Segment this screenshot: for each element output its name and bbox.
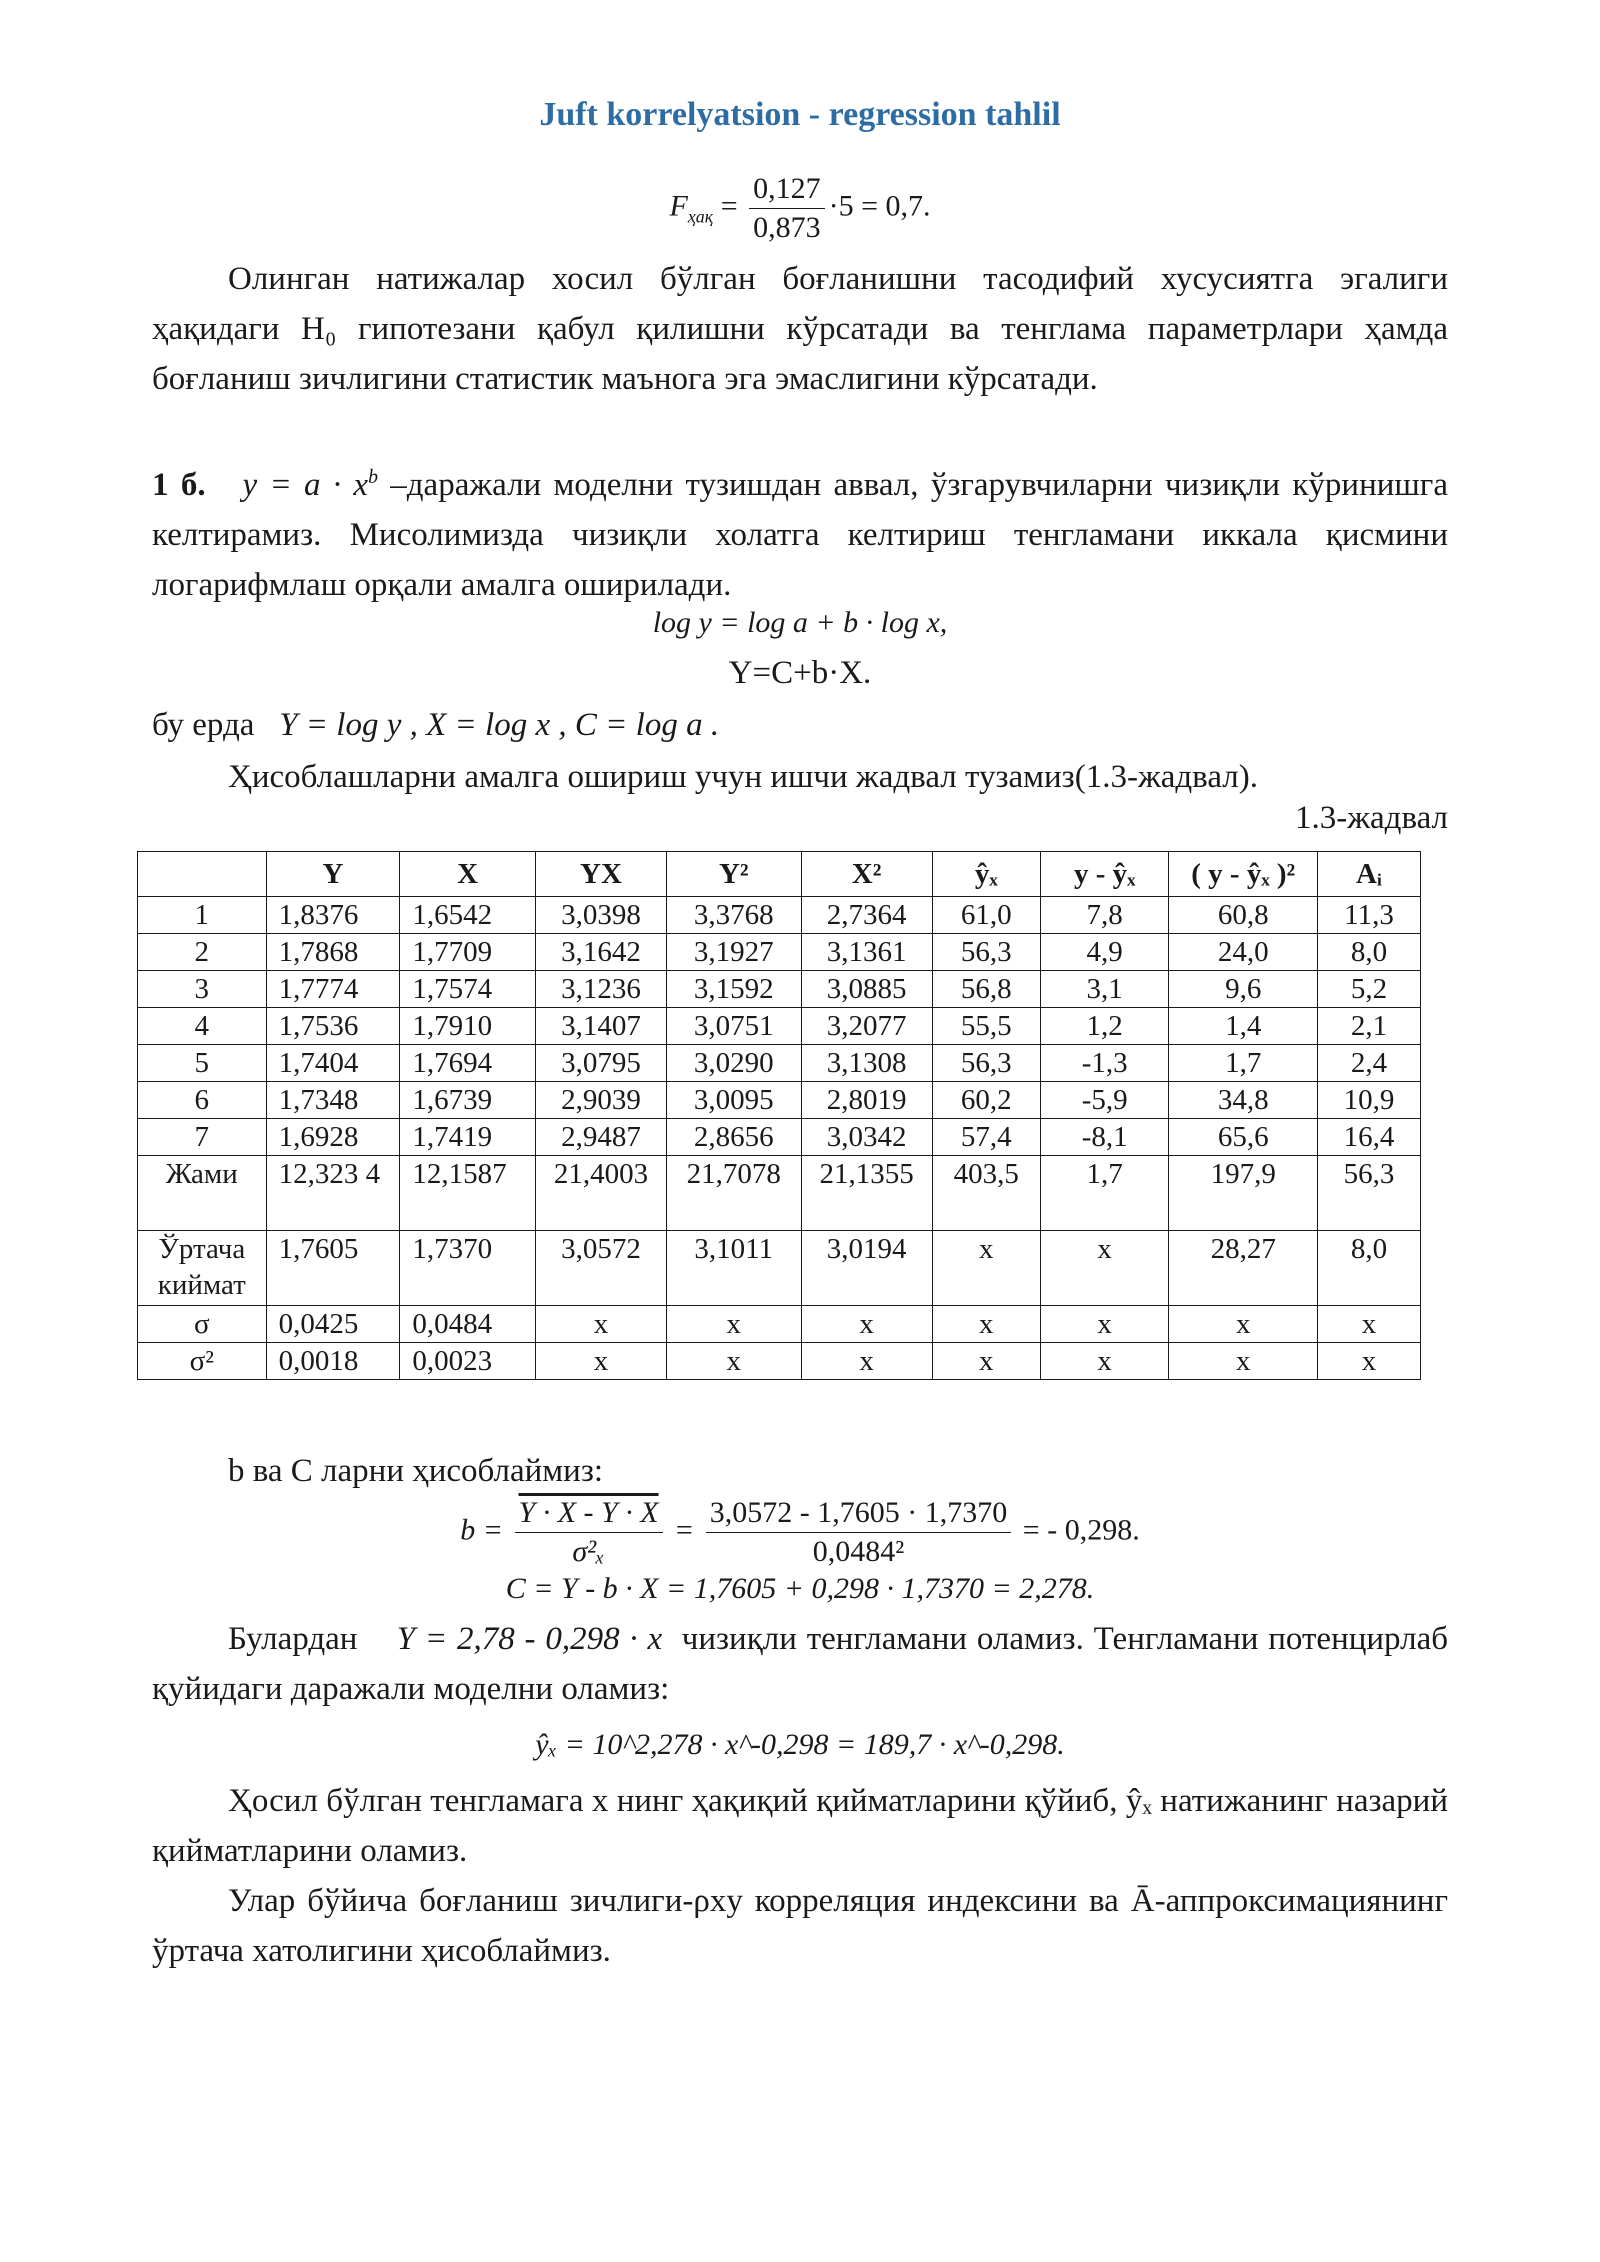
formula-f-fraction: [749, 170, 825, 247]
formula-f-rest: ·5 = 0,7.: [828, 189, 931, 223]
table-cell: 2,4: [1318, 1045, 1421, 1082]
table-row: [138, 971, 1421, 1008]
table-cell: 3: [138, 971, 267, 1008]
table-cell: 1,7774: [266, 971, 400, 1008]
table-cell: 0,0018: [266, 1343, 400, 1380]
table-cell: 12,323 4: [266, 1156, 400, 1231]
table-cell: 11,3: [1318, 897, 1421, 934]
table-cell: Жами: [138, 1156, 267, 1231]
table-cell: x: [932, 1306, 1040, 1343]
formula-b-fraction-1: [515, 1494, 663, 1571]
table-cell: 0,0023: [400, 1343, 536, 1380]
table-cell: 2,8656: [666, 1119, 801, 1156]
table-cell: 3,2077: [801, 1008, 932, 1045]
table-cell: 2,9487: [535, 1119, 666, 1156]
table-cell: 34,8: [1169, 1082, 1318, 1119]
table-cell: 61,0: [932, 897, 1040, 934]
formula-b-num1: Y · X - Y · X: [515, 1494, 663, 1533]
paragraph-5-b: чизиқли тенгламани оламиз. Тенгламани потенцирлаб қуйидаги даражали моделни оламиз:: [152, 1621, 1449, 1707]
table-cell: 21,4003: [535, 1156, 666, 1231]
table-cell: 1,7: [1040, 1156, 1169, 1231]
table-cell: 16,4: [1318, 1119, 1421, 1156]
table-cell: x: [535, 1306, 666, 1343]
table-row: [138, 1119, 1421, 1156]
table-cell: 3,0751: [666, 1008, 801, 1045]
table-cell: 2,1: [1318, 1008, 1421, 1045]
table-cell: x: [801, 1343, 932, 1380]
table-cell: -1,3: [1040, 1045, 1169, 1082]
paragraph-2: [152, 452, 1448, 610]
table-cell: 3,1361: [801, 934, 932, 971]
table-row: [138, 1082, 1421, 1119]
table-cell: 24,0: [1169, 934, 1318, 971]
formula-f-num: 0,127: [749, 170, 825, 209]
table-cell: 1,7348: [266, 1082, 400, 1119]
table-header-cell: Aᵢ: [1318, 852, 1421, 897]
table-cell: 21,1355: [801, 1156, 932, 1231]
table-header-cell: YX: [535, 852, 666, 897]
table-header-cell: X: [400, 852, 536, 897]
table-cell: 3,1236: [535, 971, 666, 1008]
table-cell: 1,6928: [266, 1119, 400, 1156]
table-cell: x: [666, 1343, 801, 1380]
paragraph-4: b ва C ларни ҳисоблаймиз:: [228, 1453, 604, 1489]
table-cell: x: [1169, 1343, 1318, 1380]
table-row: [138, 1045, 1421, 1082]
table-cell: 7: [138, 1119, 267, 1156]
formula-log: log y = log a + b · log x,: [652, 606, 948, 639]
paragraph-2-label: 1 б.: [152, 467, 206, 503]
table-header-cell: ( y - ŷₓ )²: [1169, 852, 1318, 897]
formula-f: $F_{ҳақ}$ = $\frac{0,127}{0,873}$ ·5 = 0,7.: [0, 170, 1600, 247]
table-body: [138, 897, 1421, 1380]
paragraph-5-a: Булардан: [228, 1621, 358, 1657]
table-cell: x: [1318, 1343, 1421, 1380]
table-cell: 1: [138, 897, 267, 934]
table-cell: 2,7364: [801, 897, 932, 934]
table-cell: 3,0342: [801, 1119, 932, 1156]
table-cell: 8,0: [1318, 934, 1421, 971]
table-cell: 8,0: [1318, 1231, 1421, 1306]
table-row: [138, 1306, 1421, 1343]
table-cell: 2: [138, 934, 267, 971]
table-cell: 3,0095: [666, 1082, 801, 1119]
table-cell: 403,5: [932, 1156, 1040, 1231]
table-cell: 1,7404: [266, 1045, 400, 1082]
table-cell: 10,9: [1318, 1082, 1421, 1119]
table-cell: σ: [138, 1306, 267, 1343]
table-cell: 1,7694: [400, 1045, 536, 1082]
page-title: Juft korrelyatsion - regression tahlil: [539, 96, 1061, 133]
formula-linear: Y=C+b·X.: [728, 655, 872, 691]
formula-b-num2: 3,0572 - 1,7605 · 1,7370: [706, 1494, 1011, 1533]
table-cell: x: [932, 1343, 1040, 1380]
table-cell: 2,8019: [801, 1082, 932, 1119]
table-cell: 0,0484: [400, 1306, 536, 1343]
table-header-cell: [138, 852, 267, 897]
table-cell: 28,27: [1169, 1231, 1318, 1306]
table-cell: 3,1011: [666, 1231, 801, 1306]
paragraph-2-formula-sup: b: [368, 466, 378, 488]
table-cell: σ²: [138, 1343, 267, 1380]
paragraph-5: [152, 1614, 1448, 1714]
table-cell: 21,7078: [666, 1156, 801, 1231]
table-cell: -5,9: [1040, 1082, 1169, 1119]
paragraph-2-formula: y = a · x: [242, 467, 369, 503]
table-cell: Ўртача киймат: [138, 1231, 267, 1306]
table-cell: 3,3768: [666, 897, 801, 934]
table-cell: 60,8: [1169, 897, 1318, 934]
table-cell: x: [932, 1231, 1040, 1306]
table-cell: 7,8: [1040, 897, 1169, 934]
table-cell: 4: [138, 1008, 267, 1045]
formula-b-lhs: b =: [460, 1513, 504, 1547]
table-cell: 3,0398: [535, 897, 666, 934]
table-cell: 0,0425: [266, 1306, 400, 1343]
table-cell: 1,7910: [400, 1008, 536, 1045]
table-cell: 56,8: [932, 971, 1040, 1008]
table-cell: 1,7709: [400, 934, 536, 971]
table-cell: x: [1040, 1306, 1169, 1343]
table-header-cell: ŷₓ: [932, 852, 1040, 897]
table-cell: 3,1: [1040, 971, 1169, 1008]
table-cell: 56,3: [1318, 1156, 1421, 1231]
table-cell: 4,9: [1040, 934, 1169, 971]
table-cell: 3,0194: [801, 1231, 932, 1306]
paragraph-7: Улар бўйича боғланиш зичлиги-ρxy корреляция индексини ва Ā-аппроксимациянинг ўртача хатолигини ҳисоблаймиз.: [152, 1883, 1448, 1969]
table-row: [138, 1008, 1421, 1045]
table-cell: 56,3: [932, 1045, 1040, 1082]
formula-b-den2: 0,0484²: [812, 1535, 905, 1568]
formula-b: b = $\frac{Y \cdot X - Y \cdot X}{\text{σ²ₓ}}$ = $\frac{3,0572 - 1,7605 \cdot 1,7370}{\text{0,0484²}}$ = - 0,298.: [0, 1494, 1600, 1571]
table-header-cell: y - ŷₓ: [1040, 852, 1169, 897]
table-cell: 1,7: [1169, 1045, 1318, 1082]
table-cell: 197,9: [1169, 1156, 1318, 1231]
table-header-cell: X²: [801, 852, 932, 897]
table-cell: 3,1642: [535, 934, 666, 971]
table-cell: x: [1040, 1231, 1169, 1306]
table-cell: 3,0290: [666, 1045, 801, 1082]
table-cell: 2,9039: [535, 1082, 666, 1119]
table-header-row: [138, 852, 1421, 897]
table-cell: 3,1308: [801, 1045, 932, 1082]
table-row: [138, 1343, 1421, 1380]
table-cell: 65,6: [1169, 1119, 1318, 1156]
table-header-cell: Y: [266, 852, 400, 897]
formula-f-sub: ҳақ: [687, 206, 714, 227]
table-cell: 1,6739: [400, 1082, 536, 1119]
table-cell: x: [1040, 1343, 1169, 1380]
table-cell: 3,0795: [535, 1045, 666, 1082]
formula-b-fraction-2: [706, 1494, 1011, 1571]
table-cell: -8,1: [1040, 1119, 1169, 1156]
table-cell: 1,8376: [266, 897, 400, 934]
table-cell: x: [1318, 1306, 1421, 1343]
table-cell: 1,6542: [400, 897, 536, 934]
table-cell: 3,1592: [666, 971, 801, 1008]
paragraph-3: Ҳисоблашларни амалга ошириш учун ишчи жадвал тузамиз(1.3-жадвал).: [228, 759, 1258, 795]
data-table: [137, 851, 1421, 1380]
table-cell: 3,1407: [535, 1008, 666, 1045]
table-cell: 3,1927: [666, 934, 801, 971]
table-cell: 1,7574: [400, 971, 536, 1008]
table-cell: 12,1587: [400, 1156, 536, 1231]
where-label: бу ерда: [152, 707, 255, 743]
table-cell: 1,7868: [266, 934, 400, 971]
table-row: [138, 1156, 1421, 1231]
table-cell: 9,6: [1169, 971, 1318, 1008]
table-cell: 1,7536: [266, 1008, 400, 1045]
table-cell: x: [801, 1306, 932, 1343]
formula-b-rest: = - 0,298.: [1022, 1513, 1140, 1547]
table-cell: 1,2: [1040, 1008, 1169, 1045]
table-cell: 55,5: [932, 1008, 1040, 1045]
formula-f-lhs: F: [669, 189, 688, 223]
table-row: [138, 934, 1421, 971]
table-cell: 5: [138, 1045, 267, 1082]
formula-f-den: 0,873: [753, 211, 821, 244]
table-cell: x: [666, 1306, 801, 1343]
table-cell: x: [1169, 1306, 1318, 1343]
formula-c: C = Y - b · X = 1,7605 + 0,298 · 1,7370 = 2,278.: [505, 1572, 1095, 1605]
table-cell: 60,2: [932, 1082, 1040, 1119]
paragraph-6: Ҳосил бўлган тенгламага x нинг ҳақиқий қийматларини қўйиб, ŷₓ натижанинг назарий қийматларини оламиз.: [152, 1783, 1448, 1869]
table-cell: 3,0572: [535, 1231, 666, 1306]
table-cell: 1,7419: [400, 1119, 536, 1156]
table-cell: 5,2: [1318, 971, 1421, 1008]
where-line: [152, 700, 1448, 750]
formula-b-den1: σ²ₓ: [572, 1535, 605, 1568]
table-cell: 56,3: [932, 934, 1040, 971]
table-cell: 1,7370: [400, 1231, 536, 1306]
formula-power: ŷₓ = 10^2,278 · x^-0,298 = 189,7 · x^-0,298.: [535, 1728, 1065, 1761]
table-row: [138, 1231, 1421, 1306]
table-row: [138, 897, 1421, 934]
paragraph-2-text: –даражали моделни тузишдан аввал, ўзгарувчиларни чизиқли кўринишга келтирамиз. Мисолимизда чизиқли холатга келтириш тенгламани иккала қисмини логарифмлаш орқали амалга оширилади.: [152, 467, 1448, 603]
table-cell: 1,7605: [266, 1231, 400, 1306]
table-cell: 57,4: [932, 1119, 1040, 1156]
table-cell: 6: [138, 1082, 267, 1119]
table-header-cell: Y²: [666, 852, 801, 897]
paragraph-5-formula: Y = 2,78 - 0,298 · x: [396, 1621, 663, 1657]
table-cell: 3,0885: [801, 971, 932, 1008]
table-cell: 1,4: [1169, 1008, 1318, 1045]
table-cell: x: [535, 1343, 666, 1380]
where-formula: Y = log y , X = log x , C = log a .: [279, 707, 720, 743]
table-caption: 1.3-жадвал: [1294, 800, 1448, 836]
paragraph-1: Олинган натижалар хосил бўлган боғланишни тасодифий хусусиятга эгалиги ҳақидаги H₀ гипотезани қабул қилишни кўрсатади ва тенглама параметрлари ҳамда боғланиш зичлигини статистик маънога эга эмаслигини кўрсатади.: [152, 261, 1448, 397]
